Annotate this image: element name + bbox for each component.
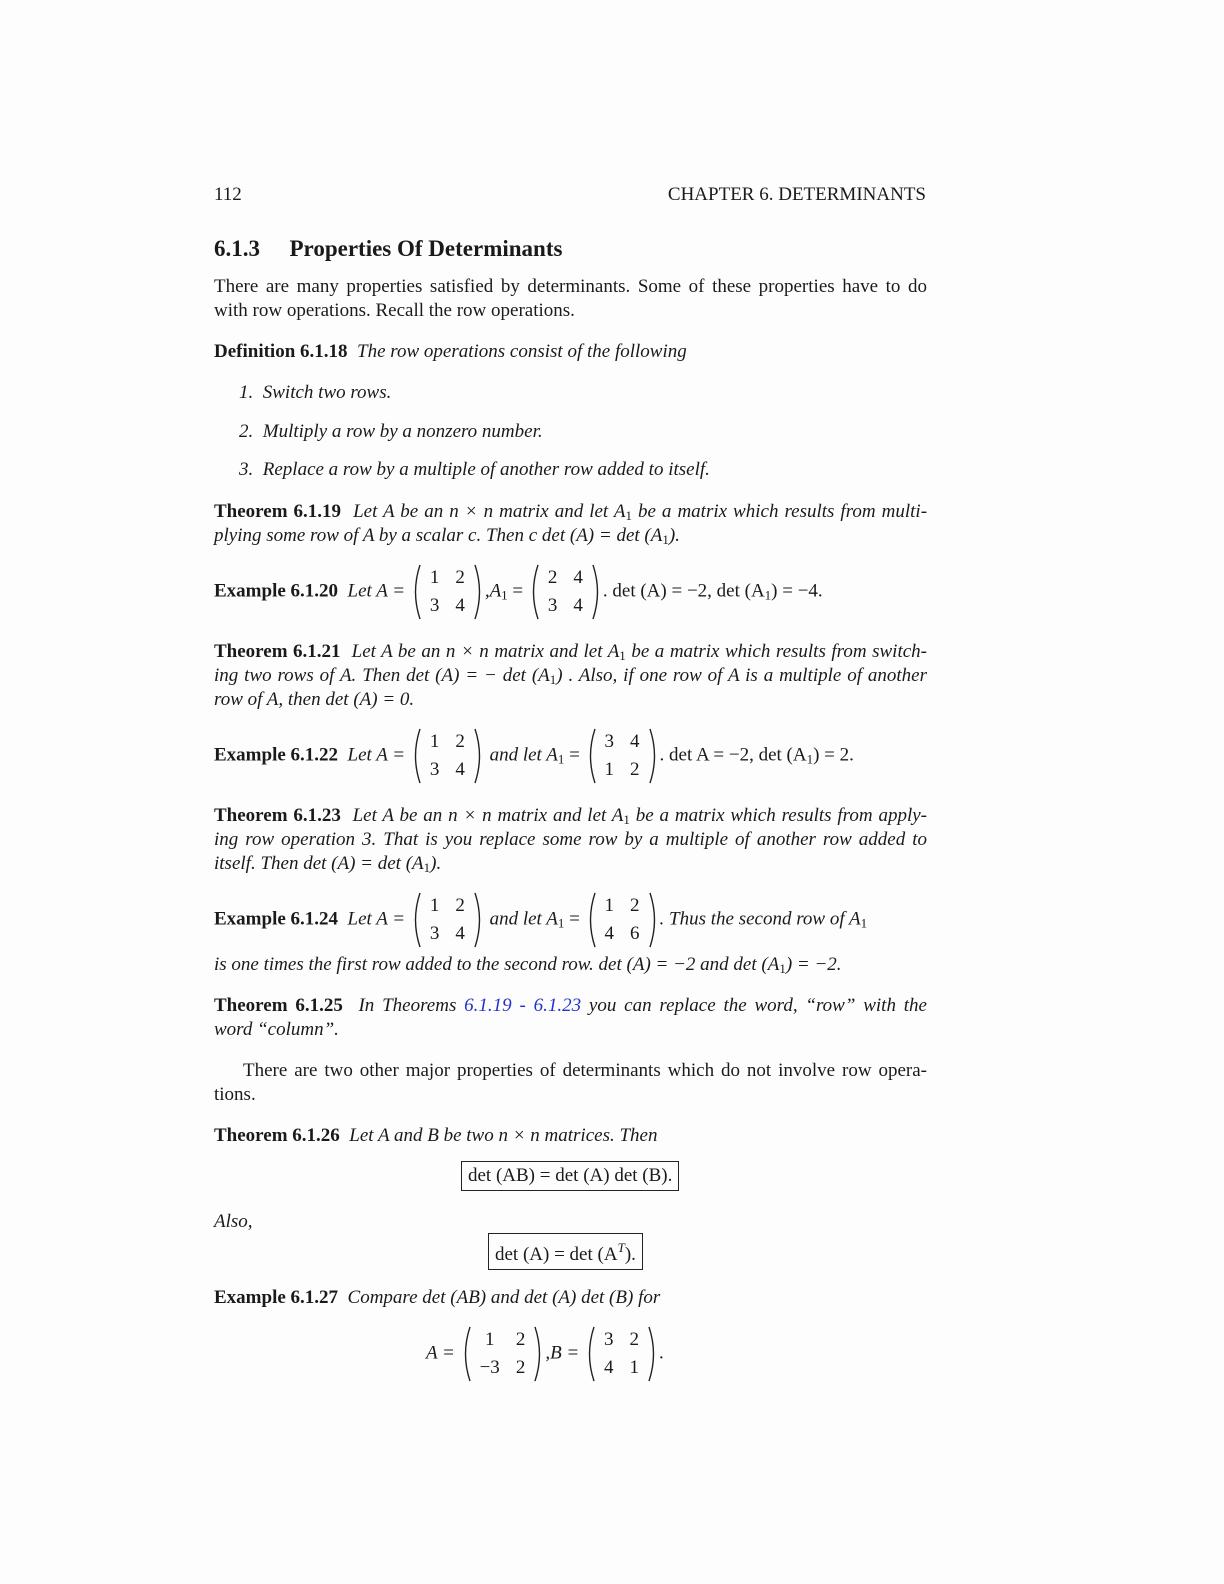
example-text: Let A = [347,744,406,766]
formula-text: det (A) = det (A [495,1244,618,1265]
list-number: 3. [239,459,254,480]
theorem-6-1-23 [214,804,927,876]
also-text: Also, [214,1211,253,1232]
subscript: 1 [623,812,630,827]
example-6-1-20 [214,564,823,620]
theorem-text: - [511,995,534,1016]
body-line: tions. [214,1084,256,1105]
example-label: Example 6.1.24 [214,908,339,930]
example-text: ) = −2. [785,954,842,975]
matrix-cell: 2 [630,759,640,780]
matrix-cell: 1 [484,1329,495,1350]
list-text: Multiply a row by a nonzero number. [262,421,543,442]
theorem-link[interactable]: 6.1.19 [464,995,512,1016]
matrix-cell: 4 [604,923,615,944]
matrix-cell: 2 [630,895,640,916]
subscript: 1 [764,587,772,603]
matrix-cell: 3 [604,731,615,752]
subscript: 1 [423,860,431,875]
list-item [239,420,543,444]
intro-paragraph [214,275,927,323]
matrix-cell: 4 [573,567,583,588]
list-item [239,458,710,482]
matrix-cell: 1 [429,731,440,752]
theorem-text: Let A be an n × n matrix and let A [353,501,626,522]
subscript: 1 [501,587,508,603]
intro-line: There are many properties satisfied by determinants. Some of these properties have to do [214,276,927,297]
matrix-cell: 6 [630,923,640,944]
superscript: T [617,1240,625,1255]
theorem-text: Let A be an n × n matrix and let A [352,805,624,826]
theorem-text: be a matrix which results from switch- [625,641,928,662]
matrix-cell: 4 [604,1357,614,1378]
example-text: = [564,744,580,766]
matrix-cell: 2 [455,731,465,752]
body-paragraph [214,1059,927,1107]
example-text: . Thus the second row of A [659,908,861,930]
example-6-1-22 [214,728,854,784]
matrix-cell: 2 [547,567,558,588]
subscript: 1 [625,508,632,523]
example-6-1-27 [214,1286,660,1310]
theorem-label: Theorem 6.1.21 [214,641,341,662]
matrix-cell: 2 [629,1329,639,1350]
section-number: 6.1.3 [214,236,260,261]
boxed-formula [488,1233,643,1270]
matrix-b [584,1326,659,1382]
example-text: is one times the first row added to the second row. det (A) = −2 and det (A [214,954,780,975]
theorem-link[interactable]: 6.1.23 [533,995,582,1016]
example-text: ,A [484,580,502,602]
theorem-text: In Theorems [358,995,465,1016]
matrix-cell: −3 [479,1357,500,1378]
theorem-text: be a matrix which results from apply- [629,805,927,826]
theorem-text: you can replace the word, “row” with the [581,995,927,1016]
list-item [239,381,391,405]
example-text: Let A = [347,908,406,930]
boxed-equation-2 [488,1233,643,1270]
example-text: Let A = [347,580,406,602]
matrix-a [410,728,485,784]
matrix-cell: 3 [429,595,440,616]
theorem-text: word “column”. [214,1019,339,1040]
matrix-cell: 2 [455,895,465,916]
matrix-cell: 1 [429,895,440,916]
matrix-a [460,1326,546,1382]
matrix-a [410,892,485,948]
example-text: and let A [489,744,558,766]
list-number: 2. [239,421,254,442]
subscript: 1 [549,672,557,687]
section-title [214,236,562,262]
subscript: 1 [779,961,786,976]
example-6-1-24-line2 [214,953,842,981]
subscript: 1 [806,751,814,767]
theorem-6-1-25 [214,994,927,1042]
body-line: There are two other major properties of determinants which do not involve row opera- [243,1060,927,1081]
list-text: Replace a row by a multiple of another row added to itself. [262,459,710,480]
theorem-6-1-26 [214,1124,657,1148]
boxed-formula: det (AB) = det (A) det (B). [461,1161,679,1191]
matrix-cell: 1 [604,895,615,916]
theorem-text: ). [430,853,442,874]
subscript: 1 [557,915,565,931]
page-number: 112 [214,184,242,205]
list-text: Switch two rows. [262,382,392,403]
subscript: 1 [619,648,626,663]
matrix-cell: 4 [630,731,640,752]
matrix-cell: 3 [547,595,558,616]
matrix-a1 [585,728,660,784]
matrix-cell: 2 [455,567,465,588]
matrix-a1 [528,564,603,620]
theorem-label: Theorem 6.1.25 [214,995,343,1016]
intro-line: with row operations. Recall the row operations. [214,300,575,321]
matrix-cell: 4 [455,923,465,944]
section-heading: Properties Of Determinants [289,236,563,261]
running-header: CHAPTER 6. DETERMINANTS [667,184,926,205]
theorem-text: ) . Also, if one row of A is a multiple of another [556,665,928,686]
example-label: Example 6.1.27 [214,1287,339,1308]
matrix-cell: 2 [515,1357,526,1378]
example-label: Example 6.1.20 [214,580,339,602]
subscript: 1 [557,751,565,767]
matrix-cell: 1 [604,759,615,780]
matrix-a [410,564,485,620]
theorem-6-1-21 [214,640,927,712]
example-text: . det A = −2, det (A [659,744,807,766]
theorem-text: row of A, then det (A) = 0. [214,689,415,710]
example-6-1-24 [214,892,867,948]
matrix-a1 [585,892,660,948]
matrix-cell: 1 [429,567,440,588]
formula-text: ). [624,1244,636,1265]
theorem-text: plying some row of A by a scalar c. Then c det (A) = det (A [214,525,663,546]
example-text: ) = −4. [771,580,823,602]
matrix-cell: 4 [455,759,465,780]
matrix-cell: 4 [455,595,465,616]
definition-label: Definition 6.1.18 [214,341,348,362]
subscript: 1 [662,532,669,547]
example-text: . det (A) = −2, det (A [602,580,765,602]
theorem-text: ). [668,525,680,546]
matrix-label: ,B = [545,1342,580,1364]
theorem-text: be a matrix which results from multi- [631,501,928,522]
definition-6-1-18 [214,340,687,364]
example-text: and let A [489,908,558,930]
example-text: Compare det (AB) and det (A) det (B) for [347,1287,661,1308]
theorem-text: Let A and B be two n × n matrices. Then [349,1125,658,1146]
matrix-cell: 4 [573,595,583,616]
theorem-text: ing two rows of A. Then det (A) = − det (A [214,665,550,686]
theorem-label: Theorem 6.1.19 [214,501,342,522]
example-6-1-27-matrices [426,1326,664,1382]
theorem-label: Theorem 6.1.23 [214,805,341,826]
theorem-label: Theorem 6.1.26 [214,1125,340,1146]
example-text: ) = 2. [813,744,854,766]
theorem-6-1-19 [214,500,927,548]
matrix-cell: 2 [515,1329,526,1350]
example-text: . [659,1342,664,1364]
example-text: = [564,908,580,930]
matrix-label: A = [426,1342,455,1364]
example-text: = [507,580,524,602]
subscript: 1 [860,915,868,931]
theorem-text: itself. Then det (A) = det (A [214,853,424,874]
theorem-text: Let A be an n × n matrix and let A [351,641,620,662]
definition-text: The row operations consist of the following [357,341,687,362]
matrix-cell: 3 [604,1329,614,1350]
matrix-cell: 1 [629,1357,639,1378]
boxed-equation-1 [461,1161,679,1191]
example-label: Example 6.1.22 [214,744,339,766]
matrix-cell: 3 [429,759,440,780]
list-number: 1. [239,382,254,403]
matrix-cell: 3 [429,923,440,944]
theorem-text: ing row operation 3. That is you replace some row by a multiple of another row added to [214,829,927,850]
